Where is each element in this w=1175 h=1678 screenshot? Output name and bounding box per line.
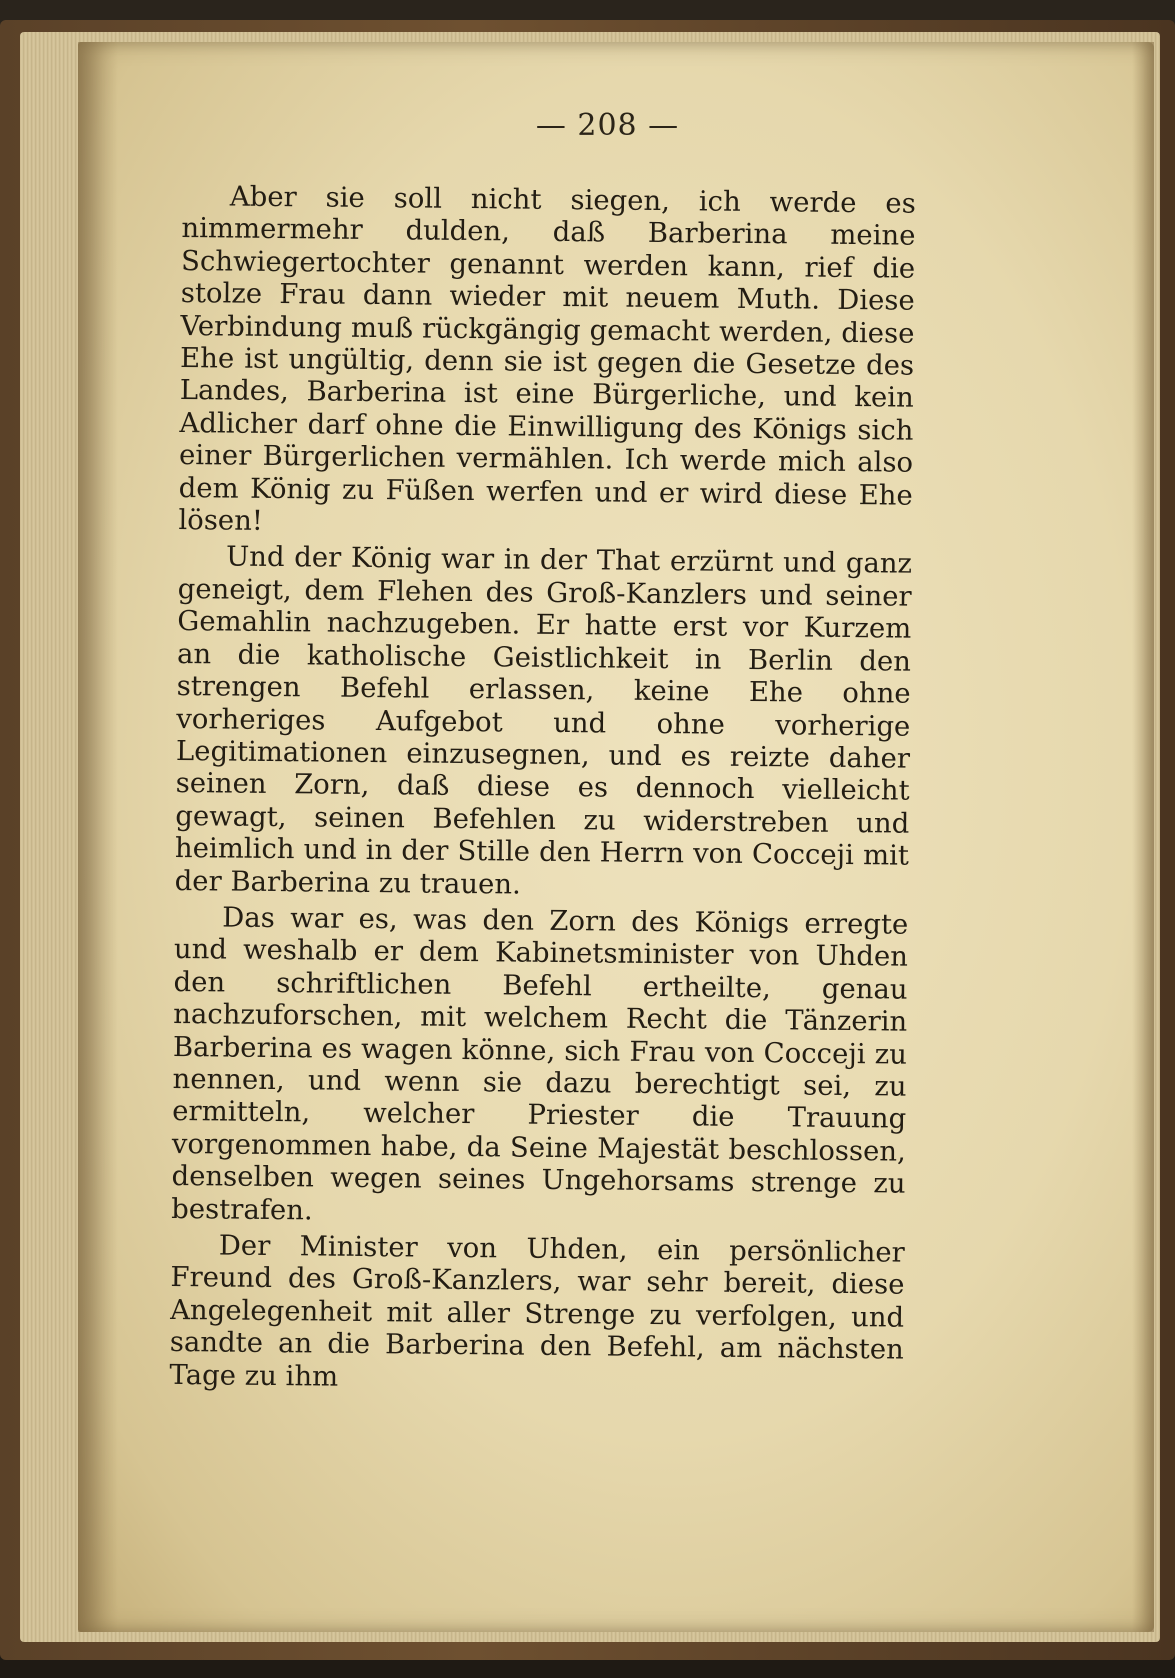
paragraph-1: Aber sie soll nicht siegen, ich werde es nimmermehr dulden, daß Barberina meine Schwiegertochter genannt werden kann, rief die stolze Frau dann wieder mit neuem Muth. Diese Verbindung muß rückgängig gemacht werden, diese Ehe ist ungültig, denn sie ist gegen die Gesetze des Landes, Barberina ist eine Bürgerliche, und kein Adlicher darf ohne die Einwilligung des Königs sich einer Bürgerlichen vermählen. Ich werde mich also dem König zu Füßen werfen und er wird diese Ehe lösen! — [178, 180, 916, 537]
paragraph-3: Das war es, was den Zorn des Königs erregte und weshalb er dem Kabinetsminister von Uhden den schriftlichen Befehl ertheilte, genau nachzuforschen, mit welchem Recht die Tänzerin Barberina es wagen könne, sich Frau von Cocceji zu nennen, und wenn sie dazu berechtigt sei, zu ermitteln, welcher Priester die Trauung vorgenommen habe, da Seine Majestät beschlossen, denselben wegen seines Ungehorsams strenge zu bestrafen. — [171, 901, 909, 1227]
body-text — [169, 180, 916, 1403]
page-edge — [1132, 42, 1154, 1632]
page-gutter — [78, 42, 118, 1632]
paragraph-2: Und der König war in der That erzürnt und ganz geneigt, dem Flehen des Groß-Kanzlers und seiner Gemahlin nachzugeben. Er hatte erst vor Kurzem an die katholische Geistlichkeit in Berlin den strengen Befehl erlassen, keine Ehe ohne vorheriges Aufgebot und ohne vorherige Legitimationen einzusegnen, und es reizte daher seinen Zorn, daß diese es dennoch vielleicht gewagt, seinen Befehlen zu widerstreben und heimlich und in der Stille den Herrn von Cocceji mit der Barberina zu trauen. — [174, 540, 913, 901]
page-number: — 208 — — [535, 108, 680, 143]
paragraph-4: Der Minister von Uhden, ein persönlicher Freund des Groß-Kanzlers, war sehr bereit, diese Angelegenheit mit aller Strenge zu verfolgen, und sandte an die Barberina den Befehl, am nächsten Tage zu ihm — [169, 1229, 905, 1393]
